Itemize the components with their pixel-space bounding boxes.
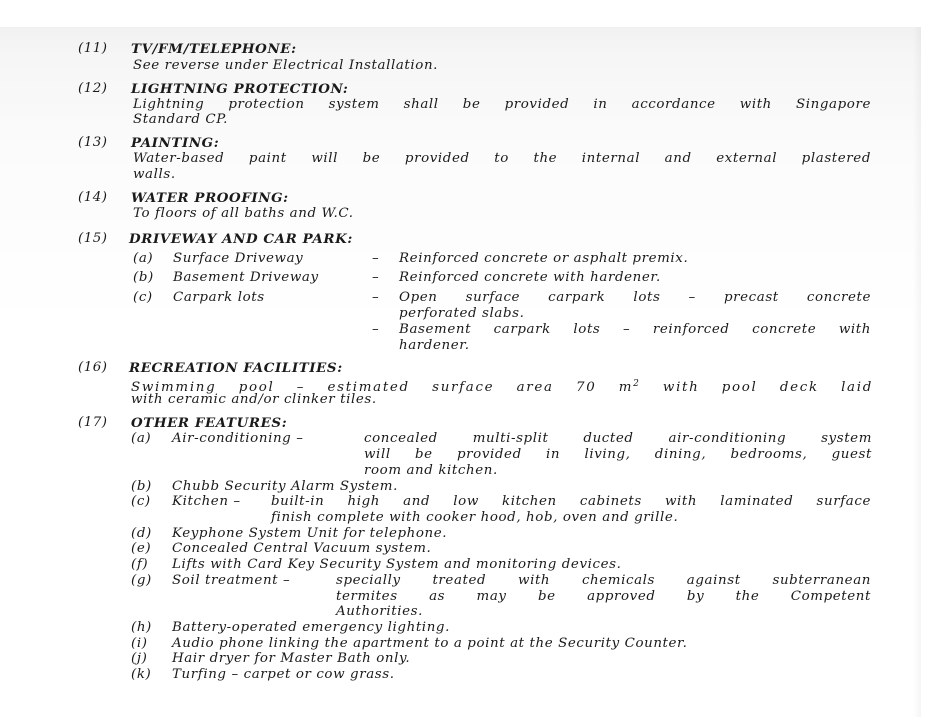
item-letter: (k) [131,667,152,682]
item-text: perforated slabs. [399,306,525,321]
item-letter: (a) [133,251,154,266]
item-label: Carpark lots [173,290,265,305]
section-body: To floors of all baths and W.C. [133,206,354,221]
item-letter: (j) [131,651,148,666]
item-text: termites as may be approved by the Competent [336,589,871,604]
item-letter: (a) [131,431,152,446]
section-body: walls. [133,167,176,182]
item-letter: (d) [131,526,152,541]
item-dash: – [372,322,380,337]
section-body: Lightning protection system shall be provided in accordance with Singapore [133,97,871,112]
section-number: (16) [78,360,108,375]
section-body: Water-based paint will be provided to the internal and external plastered [133,151,871,166]
section-body: See reverse under Electrical Installation. [133,58,439,73]
item-dash: – [372,251,380,266]
section-heading: PAINTING: [131,135,220,151]
section-heading: TV/FM/TELEPHONE: [131,41,297,57]
item-letter: (f) [131,557,149,572]
body-text: with pool deck laid [640,380,873,395]
section-heading: LIGHTNING PROTECTION: [131,81,349,97]
item-letter: (i) [131,636,148,651]
section-number: (11) [78,41,108,56]
item-text: Keyphone System Unit for telephone. [172,526,448,541]
section-body: with ceramic and/or clinker tiles. [131,392,377,407]
item-letter: (b) [133,270,154,285]
item-dash: – [372,270,380,285]
item-text: Audio phone linking the apartment to a point at the Security Counter. [172,636,688,651]
item-letter: (h) [131,620,152,635]
section-heading: OTHER FEATURES: [131,415,288,431]
item-text: built-in high and low kitchen cabinets with laminated surface [271,494,871,509]
section-heading: WATER PROOFING: [131,190,289,206]
item-text: room and kitchen. [364,463,498,478]
superscript: 2 [633,379,641,389]
item-text: finish complete with cooker hood, hob, oven and grille. [271,510,679,525]
item-letter: (c) [131,494,151,509]
section-number: (17) [78,415,108,430]
item-text: concealed multi-split ducted air-conditioning system [364,431,872,446]
item-text: specially treated with chemicals against subterranean [336,573,871,588]
item-text: Authorities. [336,604,423,619]
section-number: (14) [78,190,108,205]
item-text: hardener. [399,338,470,353]
item-letter: (b) [131,479,152,494]
item-letter: (g) [131,573,152,588]
item-text: Basement carpark lots – reinforced concrete with [399,322,871,337]
section-heading: RECREATION FACILITIES: [129,360,343,376]
item-text: Turfing – carpet or cow grass. [172,667,395,682]
item-text: Hair dryer for Master Bath only. [172,651,411,666]
item-label: Air-conditioning – [172,431,304,446]
item-letter: (e) [131,541,152,556]
section-number: (13) [78,135,108,150]
item-text: Battery-operated emergency lighting. [172,620,450,635]
item-dash: – [372,290,380,305]
section-heading: DRIVEWAY AND CAR PARK: [129,231,353,247]
section-number: (15) [78,231,108,246]
section-number: (12) [78,81,108,96]
item-label: Soil treatment – [172,573,291,588]
item-text: Concealed Central Vacuum system. [172,541,432,556]
section-body: Standard CP. [133,112,228,127]
item-label: Surface Driveway [173,251,304,266]
item-text: Reinforced concrete or asphalt premix. [399,251,689,266]
item-text: Reinforced concrete with hardener. [399,270,661,285]
body-text: Swimming pool – estimated surface area 70 m [131,380,634,395]
item-text: Lifts with Card Key Security System and monitoring devices. [172,557,622,572]
item-text: Open surface carpark lots – precast concrete [399,290,871,305]
item-letter: (c) [133,290,153,305]
item-label: Kitchen – [172,494,241,509]
item-text: will be provided in living, dining, bedrooms, guest [364,447,872,462]
item-label: Basement Driveway [173,270,319,285]
item-text: Chubb Security Alarm System. [172,479,398,494]
